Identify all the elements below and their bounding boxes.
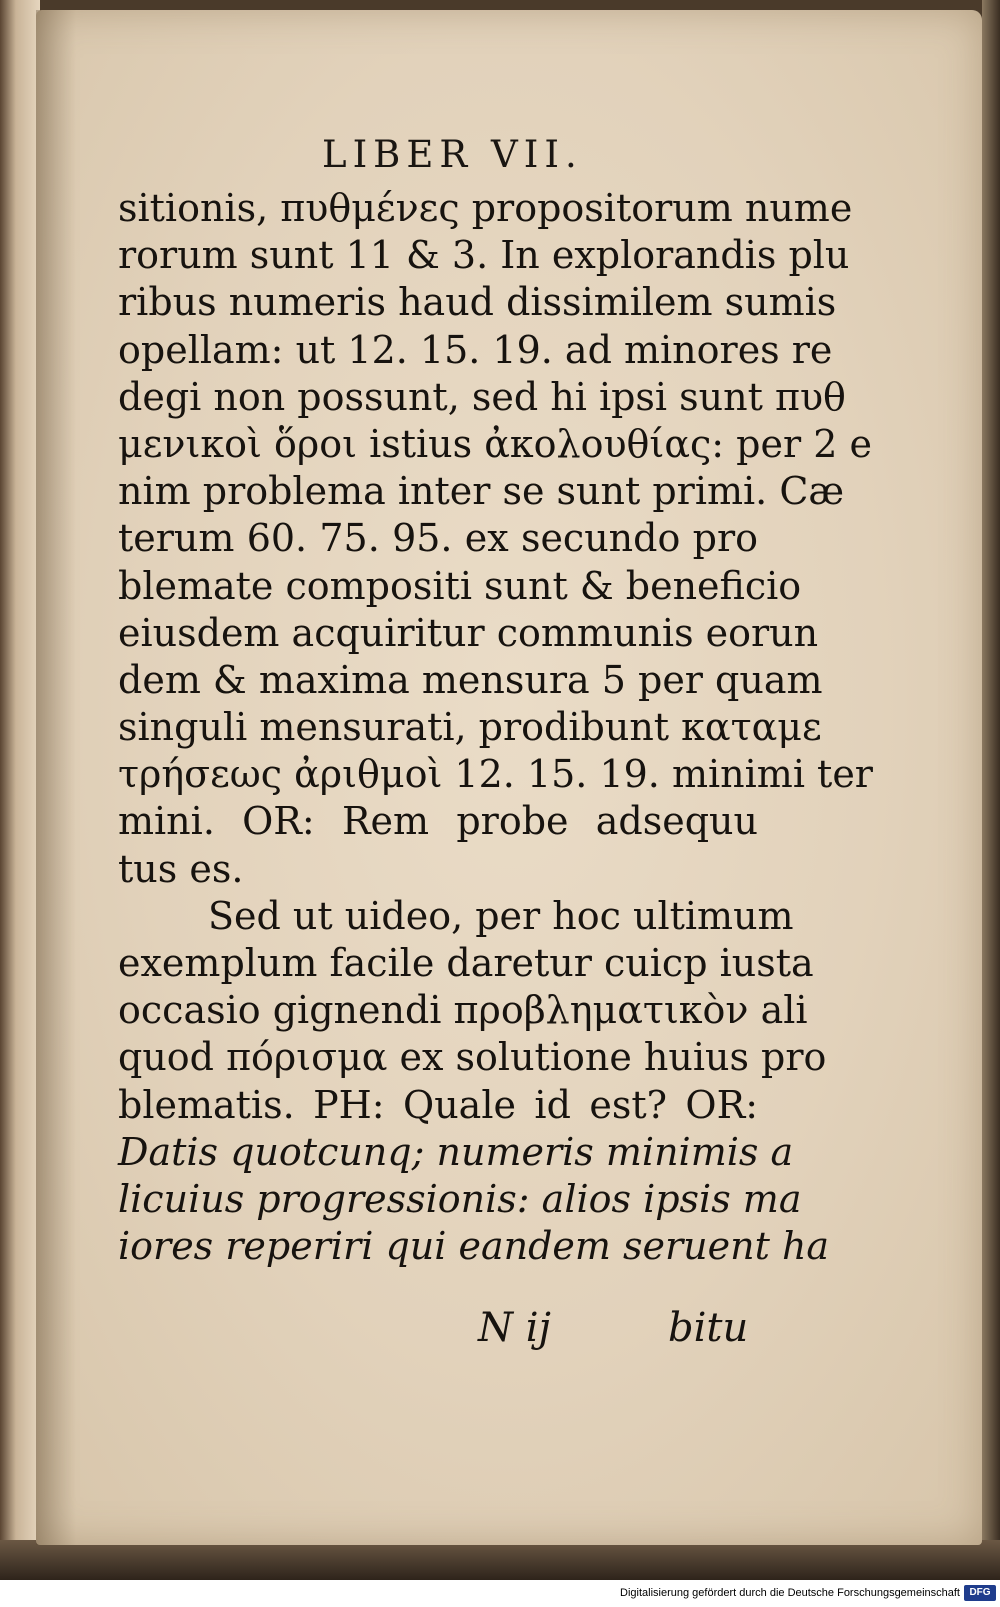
catchword: bitu: [668, 1305, 749, 1351]
text-line-italic: Datis quotcunq; numeris minimis a: [118, 1129, 794, 1174]
text-line: occasio gignendi προβληματικὸν ali: [118, 988, 808, 1033]
text-line: ribus numeris haud dissimilem sumis: [118, 280, 837, 325]
spine-shadow: [36, 10, 76, 1545]
body-text: [118, 185, 873, 1270]
funding-credit: Digitalisierung gefördert durch die Deutsche Forschungsgemeinschaft: [620, 1587, 960, 1599]
text-line: μενικοὶ ὅροι istius ἀκολουθίας: per 2 e: [118, 421, 872, 466]
text-line: sitionis, πυθμένες propositorum nume: [118, 186, 853, 230]
text-line: rorum sunt 11 & 3. In explorandis plu: [118, 233, 850, 278]
text-line-italic: licuius progressionis: alios ipsis ma: [118, 1176, 802, 1221]
text-line: blemate compositi sunt & beneficio: [118, 563, 802, 608]
text-line: τρήσεως ἀριθμοὶ 12. 15. 19. minimi ter: [118, 752, 873, 797]
running-head: LIBER VII.: [322, 133, 583, 176]
text-line: singuli mensurati, prodibunt καταμε: [118, 705, 822, 750]
book-cover-edge: [982, 0, 1000, 1580]
text-line: blematis. PH: Quale id est? OR:: [118, 1082, 758, 1127]
text-line: opellam: ut 12. 15. 19. ad minores re: [118, 327, 833, 372]
text-line: degi non possunt, sed hi ipsi sunt πυθ: [118, 374, 846, 419]
signature-mark: N ij: [478, 1305, 551, 1351]
text-line-italic: iores reperiri qui eandem seruent ha: [118, 1224, 830, 1269]
text-line: terum 60. 75. 95. ex secundo pro: [118, 516, 758, 561]
facing-page-edge: [0, 0, 40, 1580]
text-line: quod πόρισμα ex solutione huius pro: [118, 1035, 827, 1080]
text-line: dem & maxima mensura 5 per quam: [118, 657, 823, 702]
text-line-paragraph-start: Sed ut uideo, per hoc ultimum: [208, 893, 794, 938]
text-line: mini. OR: Rem probe adsequu: [118, 799, 758, 844]
text-line: eiusdem acquiritur communis eorun: [118, 610, 819, 655]
book-bottom-edge: [0, 1540, 1000, 1580]
text-line: nim problema inter se sunt primi. Cæ: [118, 469, 845, 514]
footer-bar: [0, 1580, 1000, 1607]
text-line: tus es.: [118, 846, 244, 891]
text-line: exemplum facile daretur cuicp iusta: [118, 941, 814, 985]
dfg-logo-icon: DFG: [964, 1585, 996, 1601]
